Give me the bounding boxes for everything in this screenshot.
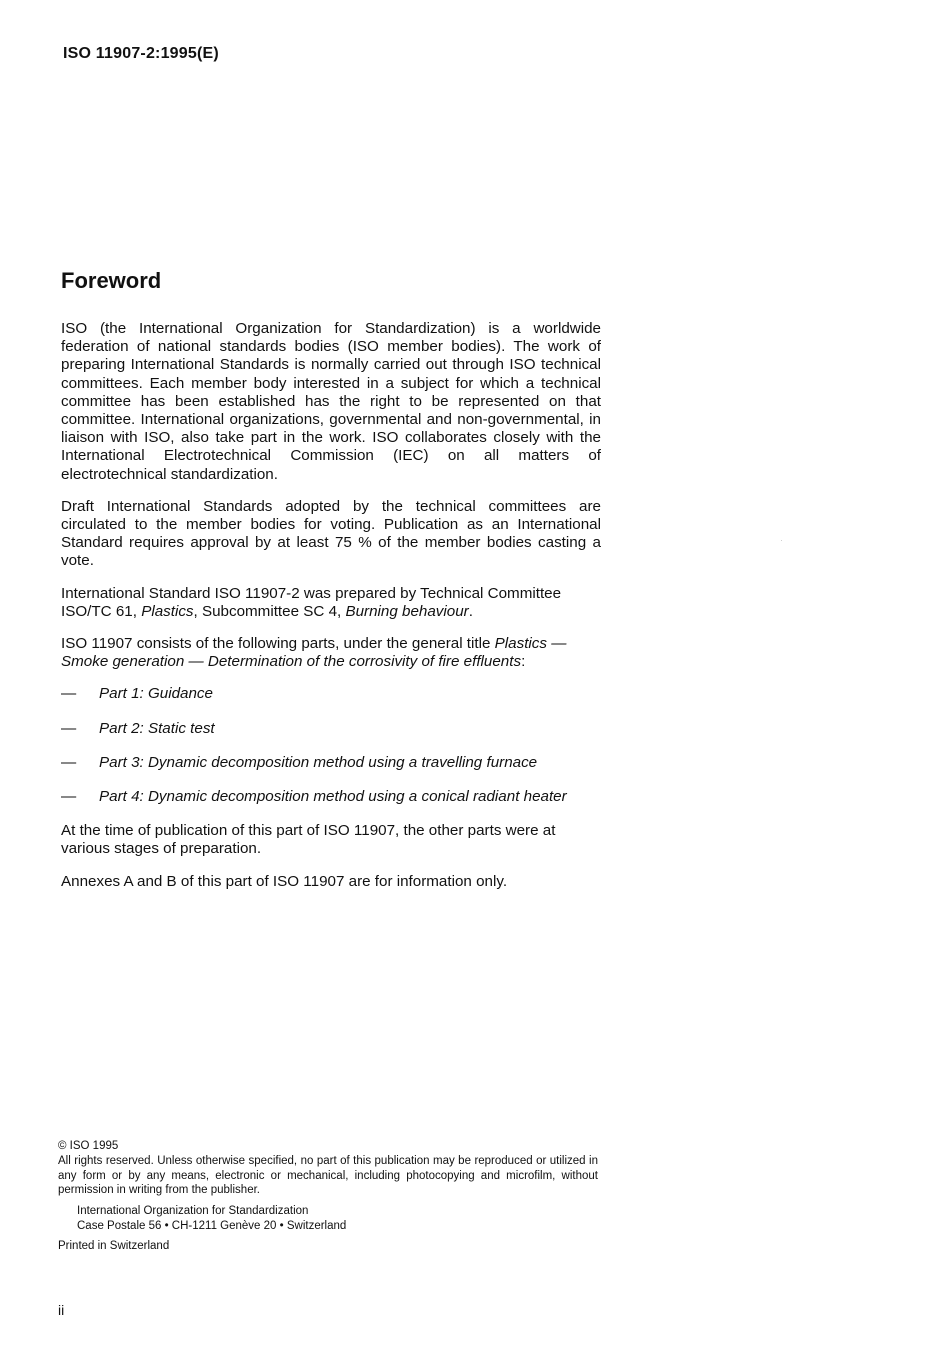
part-title: Part 3: Dynamic decomposition method using a travelling furnace [99,753,538,771]
list-item [61,754,601,772]
page-number: ii [58,1302,65,1318]
paragraph-draft-standards: Draft International Standards adopted by the technical committees are circulated to the member bodies for voting. Publication as an International Standard requires approval by at least 75 % of the member bodies casting a vote. [61,497,601,570]
publisher-address [58,1204,598,1234]
paragraph-publication-status: At the time of publication of this part of ISO 11907, the other parts were at various stages of preparation. [61,822,556,858]
part-title: Part 4: Dynamic decomposition method using a conical radiant heater [99,788,567,806]
list-dash: — [61,753,77,771]
rights-statement: All rights reserved. Unless otherwise specified, no part of this publication may be reproduced or utilized in any form or by any means, electronic or mechanical, including photocopying and microfilm, without permission in writing from the publisher. [58,1154,598,1197]
committee-name: Plastics [141,602,194,620]
paragraph-parts-intro [61,635,601,671]
preparation-prefix: International Standard ISO 11907-2 was prepared by Technical Committee ISO/TC 61, [61,584,562,620]
preparation-suffix: . [468,602,473,620]
paragraph-iso-overview: ISO (the International Organization for Standardization) is a worldwide federation of national standards bodies (ISO member bodies). The work of preparing International Standards is normally carried out through ISO technical committees. Each member body interested in a subject for which a technical committee has been established has the right to be represented on that committee. International organizations, governmental and non-governmental, in liaison with ISO, also take part in the work. ISO collaborates closely with the International Electrotechnical Commission (IEC) on all matters of electrotechnical standardization. [61,320,601,483]
paragraph-annexes: Annexes A and B of this part of ISO 11907 are for information only. [61,872,508,890]
section-title: Foreword [61,268,162,293]
part-title: Part 1: Guidance [99,685,213,703]
list-item [61,685,601,703]
list-item [61,788,601,806]
parts-intro-prefix: ISO 11907 consists of the following parts, under the general title [61,635,495,653]
foreword-body [61,320,601,905]
list-dash: — [61,788,77,806]
printed-location: Printed in Switzerland [58,1239,170,1252]
list-dash: — [61,685,77,703]
parts-intro-suffix: : [521,653,526,671]
parts-list [61,685,601,806]
publisher-postal: Case Postale 56 • CH-1211 Genève 20 • Switzerland [77,1219,347,1232]
list-item [61,720,601,738]
preparation-middle: , Subcommittee SC 4, [193,602,346,620]
paragraph-preparation [61,585,601,621]
subcommittee-name: Burning behaviour [345,602,469,620]
scan-speck [781,540,782,541]
document-id: ISO 11907-2:1995(E) [63,45,219,62]
copyright-notice: © ISO 1995 [58,1140,119,1152]
general-title: Plastics — Smoke generation — Determination of the corrosivity of fire effluents [61,635,567,671]
list-dash: — [61,719,77,737]
part-title: Part 2: Static test [99,719,215,737]
publisher-name: International Organization for Standardization [77,1205,309,1218]
copyright-block [58,1139,598,1254]
